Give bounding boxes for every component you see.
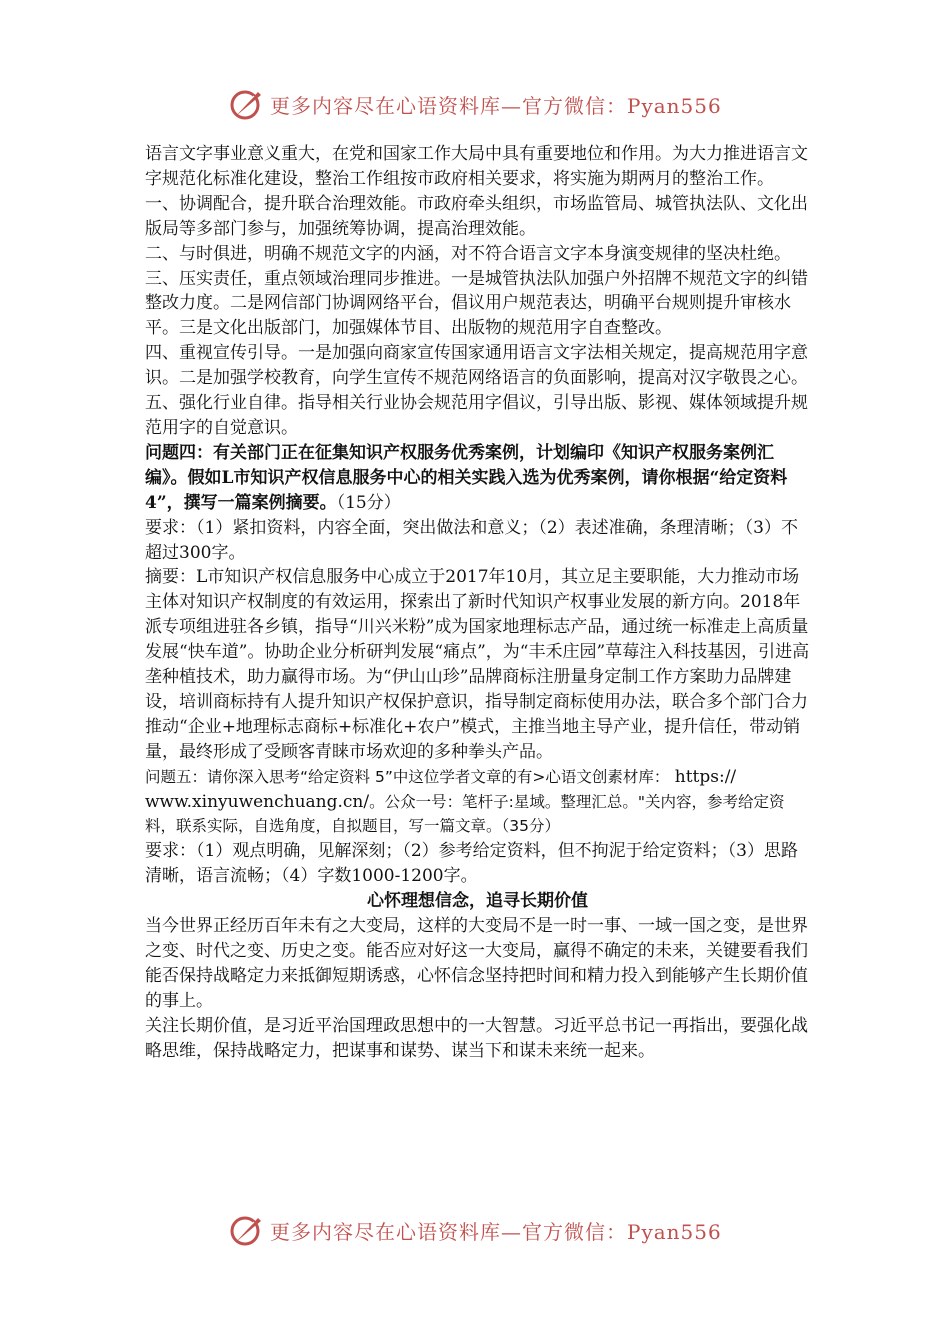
footer-banner-text: 更多内容尽在心语资料库—官方微信：Pyan556	[270, 1219, 722, 1244]
essay-title: 心怀理想信念，追寻长期价值	[367, 891, 588, 912]
question-4-answer: 摘要：L市知识产权信息服务中心成立于2017年10月，其立足主要职能，大力推动市场主体对知识产权制度的有效运用，探索出了新时代知识产权事业发展的新方向。2018年派专项组进驻各乡镇，指导“川兴米粉”成为国家地理标志产品，通过统一标准走上高质量发展“快车道”。协助企业分析研判发展“痛点”，为“丰禾庄园”草莓注入科技基因，引进高垄种植技术，助力赢得市场。为“伊山山珍”品牌商标注册量身定制工作方案助力品牌建设，培训商标持有人提升知识产权保护意识，指导制定商标使用办法，联合多个部门合力推动“企业+地理标志商标+标准化+农户”模式，主推当地主导产业，提升信任，带动销量，最终形成了受顾客青睐市场欢迎的多种拳头产品。	[145, 567, 810, 762]
watermark-url-scheme: https://	[669, 766, 737, 787]
header-banner	[228, 84, 748, 124]
essay-paragraph: 当今世界正经历百年未有之大变局，这样的大变局不是一时一事、一域一国之变，是世界之变、时代之变、历史之变。能否应对好这一大变局，赢得不确定的未来，关键要看我们能否保持战略定力来抵御短期诱惑，心怀信念坚持把时间和精力投入到能够产生长期价值的事上。	[145, 916, 808, 1011]
question-5-prompt-start: 问题五：请你深入思考“给定资料 5”中这位学者文章的有>心语文创素材库：	[145, 767, 670, 786]
essay-paragraph: 关注长期价值，是习近平治国理政思想中的一大智慧。习近平总书记一再指出，要强化战略思维，保持战略定力，把谋事和谋势、谋当下和谋未来统一起来。	[145, 1015, 808, 1061]
header-banner-text: 更多内容尽在心语资料库—官方微信：Pyan556	[270, 93, 722, 118]
paragraph: 四、重视宣传引导。一是加强向商家宣传国家通用语言文字法相关规定，提高规范用字意识。二是加强学校教育，向学生宣传不规范网络语言的负面影响，提高对汉字敬畏之心。	[145, 343, 808, 389]
question-4-prompt	[145, 441, 810, 516]
question-4-score: （15分）	[336, 492, 401, 513]
quill-logo-icon	[228, 86, 264, 122]
question-4-text: 问题四：有关部门正在征集知识产权服务优秀案例，计划编印《知识产权服务案例汇编》。假如L市知识产权信息服务中心的相关实践入选为优秀案例，请你根据“给定资料4”，撰写一篇案例摘要。	[145, 442, 788, 513]
question-5-requirements: 要求：（1）观点明确，见解深刻；（2）参考给定资料，但不拘泥于给定资料；（3）思路清晰，语言流畅；（4）字数1000-1200字。	[145, 841, 798, 887]
quill-logo-icon	[228, 1212, 264, 1248]
paragraph: 五、强化行业自律。指导相关行业协会规范用字倡议，引导出版、影视、媒体领域提升规范用字的自觉意识。	[145, 393, 808, 438]
question-4-requirements: 要求：（1）紧扣资料，内容全面，突出做法和意义；（2）表述准确，条理清晰；（3）不超过300字。	[145, 517, 798, 563]
paragraph: 语言文字事业意义重大，在党和国家工作大局中具有重要地位和作用。为大力推进语言文字规范化标准化建设，整治工作组按市政府相关要求，将实施为期两月的整治工作。	[145, 144, 808, 189]
question-5-prompt-end: 。公众一号：笔杆子:星域。整理汇总。"关内容，参考给定资料，联系实际，自选角度，自拟题目，写一篇文章。（35分）	[145, 792, 785, 836]
watermark-url: www.xinyuwenchuang.cn/	[145, 791, 370, 812]
paragraph: 二、与时俱进，明确不规范文字的内涵，对不符合语言文字本身演变规律的坚决杜绝。	[145, 243, 791, 264]
footer-banner	[228, 1210, 748, 1250]
paragraph: 三、压实责任，重点领域治理同步推进。一是城管执法队加强户外招牌不规范文字的纠错整改力度。二是网信部门协调网络平台，倡议用户规范表达，明确平台规则提升审核水平。三是文化出版部门，加强媒体节目、出版物的规范用字自查整改。	[145, 268, 808, 339]
question-5-prompt	[145, 765, 810, 840]
paragraph: 一、协调配合，提升联合治理效能。市政府牵头组织，市场监管局、城管执法队、文化出版局等多部门参与，加强统筹协调，提高治理效能。	[145, 193, 808, 239]
document-body	[145, 142, 810, 1064]
